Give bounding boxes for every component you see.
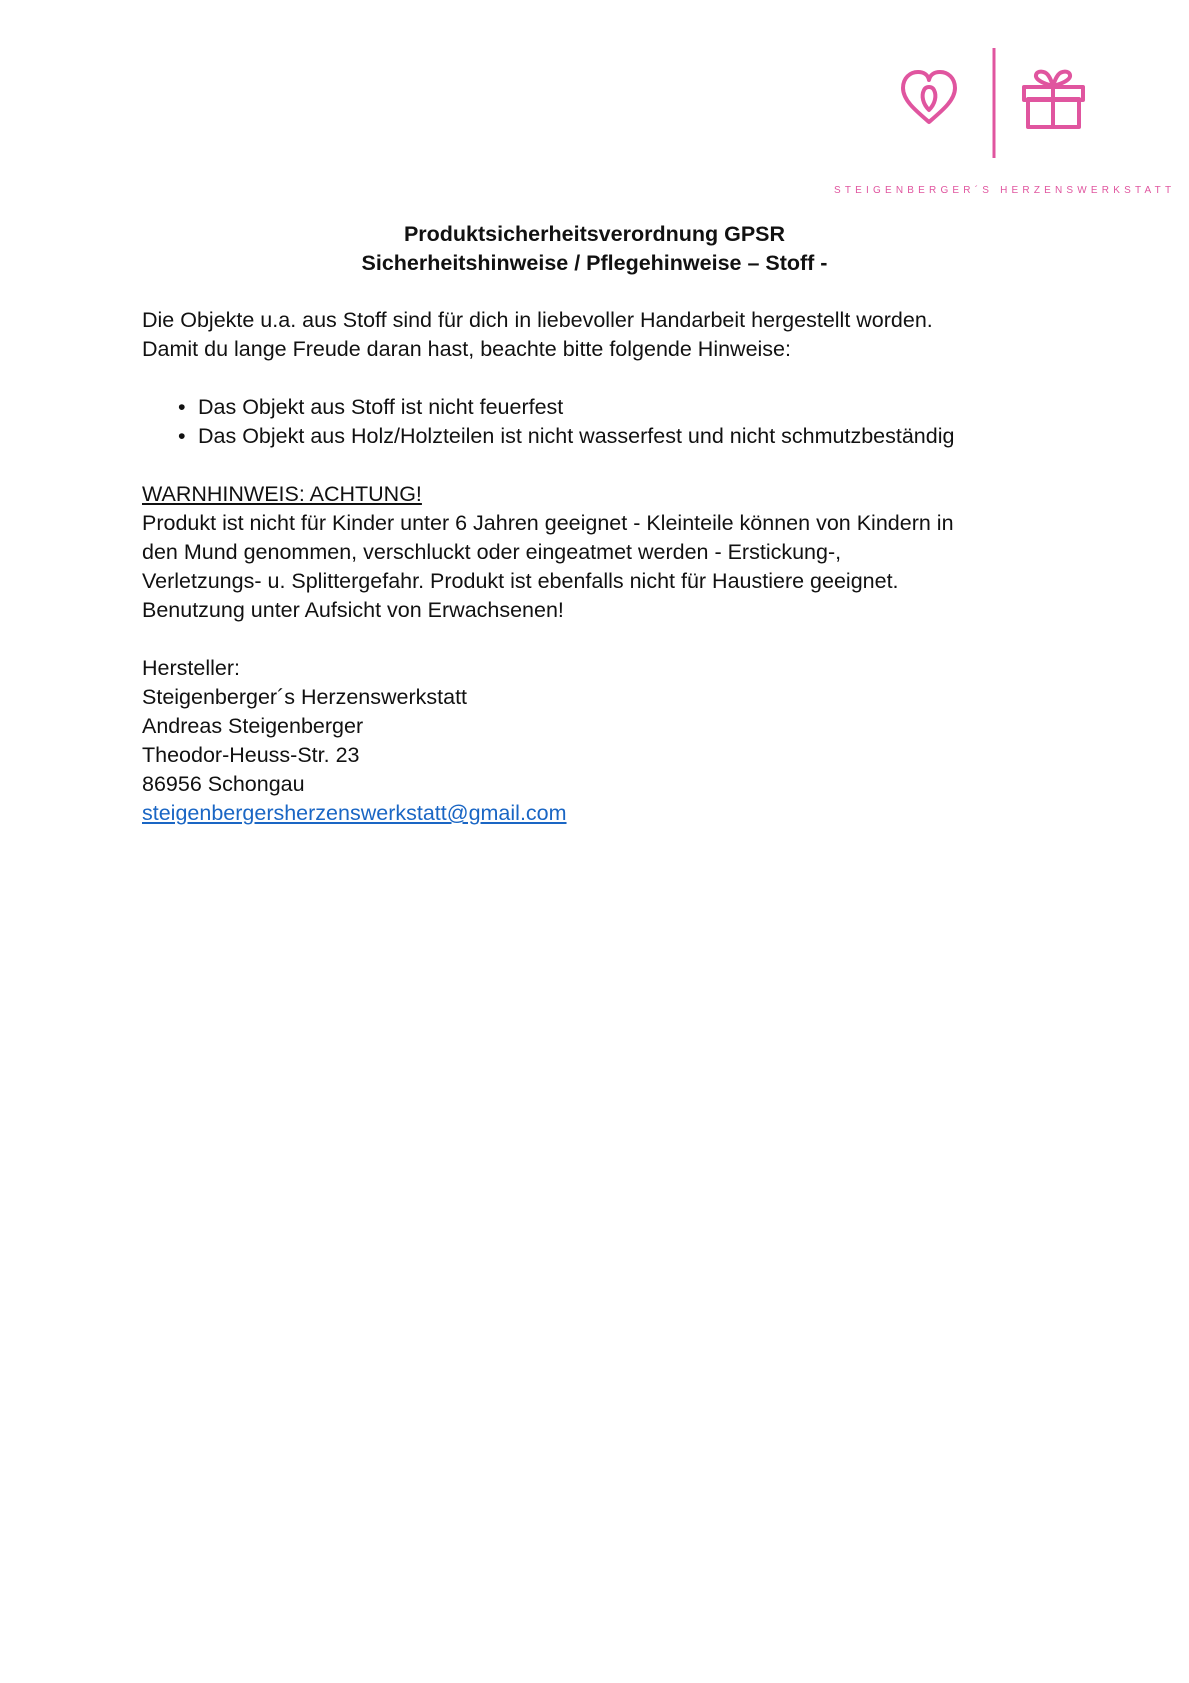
intro-line-2: Damit du lange Freude daran hast, beachte bitte folgende Hinweise: — [142, 337, 791, 361]
manufacturer-email-link[interactable]: steigenbergersherzenswerkstatt@gmail.com — [142, 801, 567, 825]
title-line-2: Sicherheitshinweise / Pflegehinweise – Stoff - — [361, 251, 828, 275]
heart-icon — [903, 72, 955, 122]
brand-logo — [0, 0, 1189, 210]
intro-line-1: Die Objekte u.a. aus Stoff sind für dich in liebevoller Handarbeit hergestellt worden. — [142, 308, 933, 332]
warning-heading: WARNHINWEIS: ACHTUNG! — [142, 482, 422, 506]
manufacturer-label: Hersteller: — [142, 656, 240, 680]
list-item-text: Das Objekt aus Stoff ist nicht feuerfest — [198, 395, 564, 419]
manufacturer-street: Theodor-Heuss-Str. 23 — [142, 743, 360, 767]
warning-line-3: Verletzungs- u. Splittergefahr. Produkt ist ebenfalls nicht für Haustiere geeignet. — [142, 569, 899, 593]
brand-name: STEIGENBERGER´S HERZENSWERKSTATT — [834, 185, 1176, 196]
warning-line-1: Produkt ist nicht für Kinder unter 6 Jahren geeignet - Kleinteile können von Kindern in — [142, 511, 954, 535]
warning-line-4: Benutzung unter Aufsicht von Erwachsenen! — [142, 598, 564, 622]
notice-list — [142, 393, 1082, 451]
list-item — [178, 422, 1082, 451]
gift-icon — [1024, 72, 1083, 127]
warning-line-2: den Mund genommen, verschluckt oder eingeatmet werden - Erstickung-, — [142, 540, 842, 564]
bullet-icon: • — [178, 424, 186, 448]
manufacturer-city: 86956 Schongau — [142, 772, 305, 796]
title-line-1: Produktsicherheitsverordnung GPSR — [403, 222, 786, 246]
list-item-text: Das Objekt aus Holz/Holzteilen ist nicht wasserfest und nicht schmutzbeständig — [198, 424, 955, 448]
bullet-icon: • — [178, 395, 186, 419]
document-body — [142, 306, 1082, 828]
brand-logo-mark — [895, 44, 1095, 164]
document-title — [0, 220, 1189, 278]
list-item — [178, 393, 1082, 422]
manufacturer-company: Steigenberger´s Herzenswerkstatt — [142, 685, 468, 709]
manufacturer-person: Andreas Steigenberger — [142, 714, 364, 738]
